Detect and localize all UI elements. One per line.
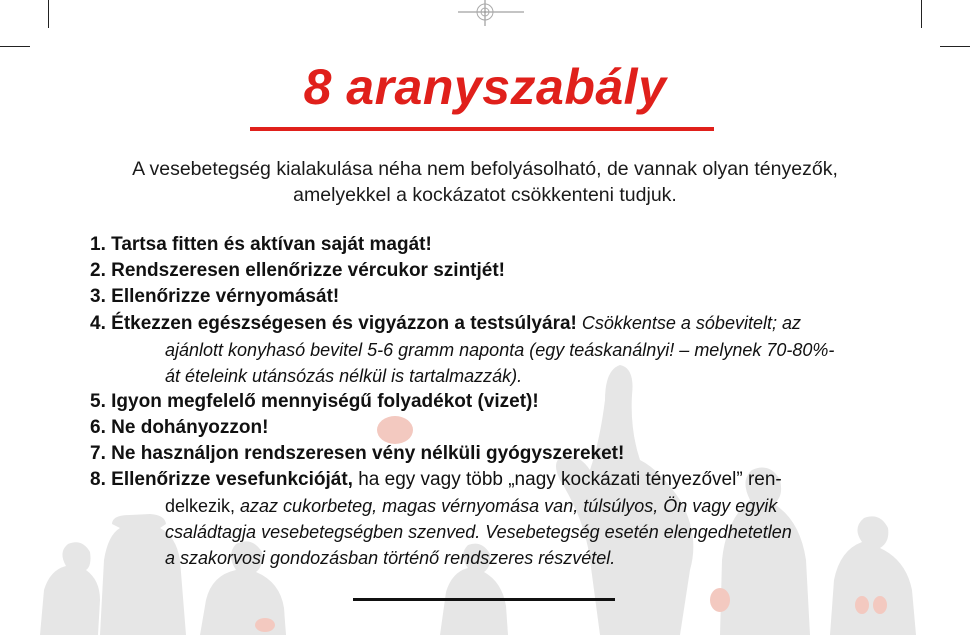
rule-detail-start: delkezik, [165, 496, 236, 516]
rule-detail-line: családtagja vesebetegségben szenved. Vesebetegség esetén elengedhetetlen [165, 522, 792, 542]
rule-detail: ha egy vagy több „nagy kockázati tényezővel” ren- [352, 469, 782, 490]
rule-detail-italic: azaz cukorbeteg, magas vérnyomása van, túlsúlyos, Ön vagy egyik [235, 496, 778, 516]
silhouette-accent [255, 618, 275, 632]
rule-heading: Ne dohányozzon! [111, 417, 269, 438]
rule-item-4 [90, 310, 910, 389]
bottom-divider [353, 598, 615, 601]
rule-item-3 [90, 284, 910, 310]
intro-text [60, 156, 910, 208]
rule-number: 8. [90, 469, 106, 490]
rule-number: 1. [90, 234, 106, 255]
rule-detail-line [90, 493, 910, 519]
rule-heading: Ellenőrizze vérnyomását! [111, 286, 340, 307]
rule-detail-line: át ételeink utánsózás nélkül is tartalmazzák). [165, 366, 523, 386]
rule-item-1 [90, 232, 910, 258]
rule-number: 5. [90, 391, 106, 412]
rule-number: 6. [90, 417, 106, 438]
rule-heading: Ne használjon rendszeresen vény nélküli gyógyszereket! [111, 443, 625, 464]
intro-line-1: A vesebetegség kialakulása néha nem befolyásolható, de vannak olyan tényezők, [132, 158, 838, 180]
rule-item-6 [90, 415, 910, 441]
rule-item-5 [90, 389, 910, 415]
silhouette-accent [873, 596, 887, 614]
intro-line-2: amelyekkel a kockázatot csökkenteni tudjuk. [293, 184, 677, 206]
page-title: 8 aranyszabály [303, 59, 667, 115]
rule-detail-line: ajánlott konyhasó bevitel 5-6 gramm naponta (egy teáskanálnyi! – melynek 70-80%- [165, 340, 835, 360]
rule-heading: Igyon megfelelő mennyiségű folyadékot (vizet)! [111, 391, 539, 412]
rule-number: 7. [90, 443, 106, 464]
rule-detail: Csökkentse a sóbevitelt; az [576, 313, 801, 333]
rule-heading: Ellenőrizze vesefunkcióját, [111, 469, 353, 490]
rule-heading: Tartsa fitten és aktívan saját magát! [111, 234, 432, 255]
rule-heading: Étkezzen egészségesen és vigyázzon a testsúlyára! [111, 313, 577, 334]
silhouette-accent [855, 596, 869, 614]
rule-heading: Rendszeresen ellenőrizze vércukor szintjét! [111, 260, 506, 281]
rule-number: 4. [90, 313, 106, 334]
rule-number: 2. [90, 260, 106, 281]
rule-number: 3. [90, 286, 106, 307]
rule-detail-line: a szakorvosi gondozásban történő rendszeres részvétel. [165, 548, 616, 568]
silhouette-accent [710, 588, 730, 612]
title-underline [250, 127, 714, 131]
rules-list [90, 232, 910, 571]
rule-item-8 [90, 467, 910, 571]
rule-item-2 [90, 258, 910, 284]
rule-item-7 [90, 441, 910, 467]
